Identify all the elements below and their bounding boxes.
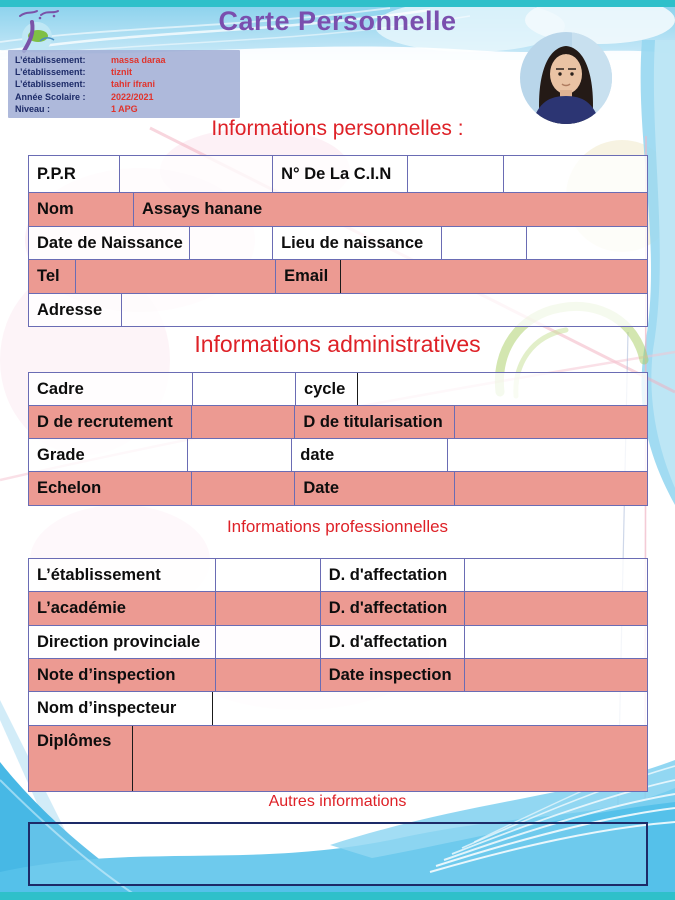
profile-photo	[520, 32, 612, 124]
diplomes-value-cell	[133, 726, 647, 791]
grade-date-label-cell	[292, 439, 448, 471]
birthplace-value-cell	[442, 227, 527, 259]
inspecteur-label-cell	[29, 692, 213, 725]
diplomes-label: Diplômes	[37, 732, 112, 750]
page-title: Carte Personnelle	[218, 6, 457, 36]
section-heading-administrative: Informations administratives	[194, 331, 481, 357]
info-row	[15, 91, 236, 103]
info-label: Niveau :	[15, 103, 51, 114]
table-row	[29, 692, 647, 726]
section-heading-professional: Informations professionnelles	[226, 517, 449, 536]
direction-label-cell	[29, 626, 216, 658]
table-row	[29, 406, 647, 439]
etablissement-value-cell	[216, 559, 320, 591]
affectation-label-cell	[321, 592, 466, 625]
direction-value-cell	[216, 626, 320, 658]
table-row	[29, 626, 647, 659]
table-row	[29, 156, 647, 193]
echelon-date-label-cell	[295, 472, 454, 505]
cin-value-cell	[408, 156, 504, 192]
professional-info-table	[28, 558, 648, 792]
table-row	[29, 373, 647, 406]
nom-value-cell	[134, 193, 647, 226]
table-row	[29, 726, 647, 791]
table-row	[29, 260, 647, 294]
academie-label-cell	[29, 592, 216, 625]
info-label: L’établissement:	[15, 79, 86, 90]
cin-label: N° De La C.I.N	[281, 164, 392, 183]
date-inspection-label-cell	[321, 659, 466, 691]
ppr-value-cell	[120, 156, 273, 192]
cadre-label-cell	[29, 373, 193, 405]
titularisation-label-cell	[295, 406, 454, 438]
table-row	[29, 659, 647, 692]
recrutement-label: D de recrutement	[37, 412, 173, 431]
info-value: massa daraa	[111, 55, 166, 65]
info-row	[15, 54, 236, 66]
adresse-label-cell	[29, 294, 122, 326]
table-row	[29, 193, 647, 227]
nom-label: Nom	[37, 200, 74, 218]
dob-label-cell	[29, 227, 190, 259]
affectation-label: D. d'affectation	[328, 599, 448, 617]
info-label: L’établissement:	[15, 55, 86, 65]
affectation-label-cell	[321, 559, 466, 591]
email-label: Email	[284, 267, 329, 285]
recrutement-label-cell	[29, 406, 192, 438]
info-row	[15, 78, 236, 90]
email-value-cell	[341, 260, 647, 293]
titularisation-value-cell	[455, 406, 647, 438]
affectation-value-cell	[465, 559, 647, 591]
dob-label: Date de Naissance	[37, 233, 183, 252]
nom-label-cell	[29, 193, 134, 226]
grade-date-label: date	[300, 445, 335, 464]
echelon-value-cell	[192, 472, 296, 505]
table-row	[29, 592, 647, 626]
table-row	[29, 559, 647, 592]
affectation-label: D. d'affectation	[328, 632, 448, 651]
academie-label: L’académie	[37, 599, 126, 617]
cycle-value-cell	[358, 373, 647, 405]
affectation-label-cell	[321, 626, 466, 658]
tel-label: Tel	[37, 267, 60, 285]
etablissement-label: L’établissement	[37, 565, 161, 584]
dob-value-cell	[190, 227, 273, 259]
table-row	[29, 294, 647, 326]
grade-label: Grade	[37, 445, 85, 464]
diplomes-label-cell	[29, 726, 133, 791]
table-row	[29, 227, 647, 260]
other-information-box	[28, 822, 648, 886]
tel-value-cell	[76, 260, 276, 293]
affectation-value-cell	[465, 592, 647, 625]
recrutement-value-cell	[192, 406, 296, 438]
ppr-label-cell	[29, 156, 120, 192]
cycle-label-cell	[296, 373, 358, 405]
grade-date-value-cell	[448, 439, 647, 471]
echelon-date-label: Date	[303, 479, 340, 497]
cadre-label: Cadre	[37, 379, 84, 398]
nom-value: Assays hanane	[142, 200, 263, 218]
echelon-label-cell	[29, 472, 192, 505]
info-label: Année Scolaire :	[15, 91, 86, 102]
affectation-value-cell	[465, 626, 647, 658]
affectation-label: D. d'affectation	[328, 565, 448, 584]
etablissement-label-cell	[29, 559, 216, 591]
ppr-label: P.P.R	[37, 164, 76, 183]
echelon-label: Echelon	[37, 479, 102, 497]
info-value: tiznit	[111, 67, 132, 78]
section-heading-personal: Informations personnelles :	[211, 117, 464, 140]
info-value: 1 APG	[111, 103, 138, 114]
birthplace-label-cell	[273, 227, 442, 259]
echelon-date-value-cell	[455, 472, 647, 505]
adresse-label: Adresse	[37, 300, 103, 319]
adresse-value-cell	[122, 294, 647, 326]
note-inspection-value-cell	[216, 659, 320, 691]
birthplace-label: Lieu de naissance	[281, 233, 424, 252]
info-value: 2022/2021	[111, 91, 154, 102]
info-value: tahir ifrani	[111, 79, 156, 90]
school-info-box	[8, 50, 240, 118]
personal-info-table	[28, 155, 648, 327]
extra-empty-cell	[527, 227, 647, 259]
extra-empty-cell	[504, 156, 647, 192]
inspecteur-value-cell	[213, 692, 647, 725]
inspecteur-label: Nom d’inspecteur	[37, 699, 177, 717]
titularisation-label: D de titularisation	[303, 412, 443, 431]
date-inspection-label: Date inspection	[328, 665, 452, 684]
table-row	[29, 439, 647, 472]
note-inspection-label: Note d’inspection	[37, 665, 176, 684]
tel-label-cell	[29, 260, 76, 293]
email-label-cell	[276, 260, 341, 293]
info-row	[15, 66, 236, 78]
cin-label-cell	[273, 156, 408, 192]
direction-label: Direction provinciale	[37, 632, 201, 651]
ministry-logo-icon	[10, 7, 66, 55]
note-inspection-label-cell	[29, 659, 216, 691]
grade-value-cell	[188, 439, 292, 471]
table-row	[29, 472, 647, 505]
cadre-value-cell	[193, 373, 296, 405]
info-label: L’établissement:	[15, 67, 86, 78]
info-row	[15, 103, 236, 115]
date-inspection-value-cell	[465, 659, 647, 691]
grade-label-cell	[29, 439, 188, 471]
cycle-label: cycle	[303, 379, 346, 398]
section-heading-other: Autres informations	[268, 793, 407, 810]
academie-value-cell	[216, 592, 320, 625]
administrative-info-table	[28, 372, 648, 506]
